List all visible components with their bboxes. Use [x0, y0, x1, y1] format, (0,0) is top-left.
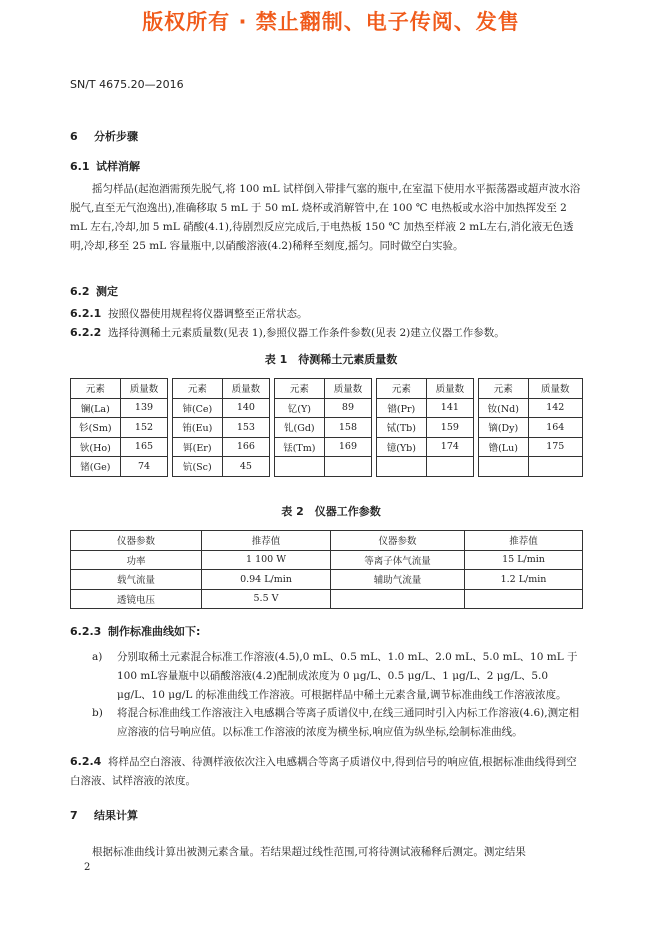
mass-cell: 153 — [222, 418, 270, 438]
table-row — [71, 589, 583, 609]
mass-cell: 165 — [120, 437, 168, 457]
element-cell: 铽(Tb) — [377, 418, 427, 438]
empty-cell — [465, 589, 583, 609]
value-cell: 1.2 L/min — [465, 570, 583, 590]
element-cell: 锗(Ge) — [71, 457, 121, 477]
empty-cell — [377, 457, 427, 477]
header-cell: 质量数 — [324, 379, 372, 399]
section-6-heading — [70, 128, 138, 144]
empty-cell — [528, 457, 582, 477]
mass-cell: 89 — [324, 398, 372, 418]
header-cell: 元素 — [173, 379, 223, 399]
element-cell: 镨(Pr) — [377, 398, 427, 418]
clause-number: 6.2.2 — [70, 326, 102, 339]
mass-cell: 175 — [528, 437, 582, 457]
section-6-2-3-heading — [70, 623, 200, 639]
table-row — [71, 457, 583, 477]
standard-number: SN/T 4675.20—2016 — [70, 78, 184, 91]
list-label: b) — [92, 707, 103, 719]
table1-caption: 表 1 待测稀土元素质量数 — [264, 353, 398, 366]
value-cell: 15 L/min — [465, 550, 583, 570]
section-number: 7 — [70, 809, 78, 822]
param-cell: 辅助气流量 — [331, 570, 465, 590]
mass-cell: 159 — [426, 418, 474, 438]
clause-number: 6.2.4 — [70, 755, 102, 768]
header-cell: 元素 — [275, 379, 325, 399]
empty-cell — [275, 457, 325, 477]
element-cell: 镱(Yb) — [377, 437, 427, 457]
list-item-a — [92, 648, 582, 705]
sec622-paragraph — [70, 323, 582, 343]
list-text: 分别取稀土元素混合标准工作溶液(4.5),0 mL、0.5 mL、1.0 mL、2.0 mL、5.0 mL、10 mL 于 100 mL容量瓶中以硝酸溶液(4.2)配制成浓度为 0 μg/L、0.5 μg/L、1 μg/L、2 μg/L、5.0 μg/L、10 μg/L 的标准曲线工作溶液。可根据样品中稀土元素含量,调节标准曲线工作溶液浓度。 — [117, 651, 578, 701]
sec7-paragraph: 根据标准曲线计算出被测元素含量。若结果超过线性范围,可将待测试液稀释后测定。测定结果 — [92, 846, 526, 858]
header-cell: 质量数 — [120, 379, 168, 399]
table-row — [71, 418, 583, 438]
element-cell: 钐(Sm) — [71, 418, 121, 438]
value-cell: 0.94 L/min — [202, 570, 331, 590]
clause-number: 6.2.3 — [70, 625, 102, 638]
param-cell: 等离子体气流量 — [331, 550, 465, 570]
table2-caption: 表 2 仪器工作参数 — [281, 505, 381, 518]
header-cell: 仪器参数 — [331, 531, 465, 551]
element-cell: 铕(Eu) — [173, 418, 223, 438]
element-cell: 铒(Er) — [173, 437, 223, 457]
mass-cell: 140 — [222, 398, 270, 418]
sec624-paragraph — [70, 752, 582, 791]
empty-cell — [324, 457, 372, 477]
mass-cell: 166 — [222, 437, 270, 457]
section-title: 测定 — [96, 285, 118, 298]
section-6-1-heading — [70, 158, 140, 174]
header-cell: 元素 — [71, 379, 121, 399]
list-text: 将混合标准曲线工作溶液注入电感耦合等离子质谱仪中,在线三通同时引入内标工作溶液(4.6),测定相应溶液的信号响应值。以标准工作溶液的浓度为横坐标,响应值为纵坐标,绘制标准曲线。 — [117, 707, 580, 738]
section-6-2-heading — [70, 283, 118, 299]
header-cell: 元素 — [377, 379, 427, 399]
mass-cell: 152 — [120, 418, 168, 438]
sec621-paragraph — [70, 304, 582, 324]
sec61-paragraph: 摇匀样品(起泡酒需预先脱气,将 100 mL 试样倒入带排气塞的瓶中,在室温下使用水平振荡器或超声波水浴脱气,直至无气泡逸出),准确移取 5 mL 于 50 mL 烧杯或消解管中,在 100 ℃ 电热板或水浴中加热挥发至 2 mL 左右,冷却,加 5 mL 硝酸(4.1),待剧烈反应完成后,于电热板 150 ℃ 加热至样液 2 mL左右,消化液无色透明,冷却,移至 25 mL 容量瓶中,以硝酸溶液(4.2)稀释至刻度,摇匀。同时做空白实验。 — [70, 183, 581, 252]
param-cell: 透镜电压 — [71, 589, 202, 609]
element-cell: 镝(Dy) — [478, 418, 528, 438]
value-cell: 5.5 V — [202, 589, 331, 609]
element-cell: 钬(Ho) — [71, 437, 121, 457]
mass-cell: 158 — [324, 418, 372, 438]
list-item-b — [92, 704, 582, 742]
mass-cell: 141 — [426, 398, 474, 418]
table-header-row — [71, 531, 583, 551]
mass-cell: 74 — [120, 457, 168, 477]
element-cell: 镥(Lu) — [478, 437, 528, 457]
mass-cell: 139 — [120, 398, 168, 418]
section-title: 分析步骤 — [94, 130, 138, 143]
header-cell: 质量数 — [426, 379, 474, 399]
section-number: 6.1 — [70, 160, 90, 173]
mass-cell: 174 — [426, 437, 474, 457]
value-cell: 1 100 W — [202, 550, 331, 570]
header-cell: 元素 — [478, 379, 528, 399]
mass-cell: 164 — [528, 418, 582, 438]
header-cell: 推荐值 — [202, 531, 331, 551]
clause-text: 将样品空白溶液、待测样液依次注入电感耦合等离子质谱仪中,得到信号的响应值,根据标准曲线得到空白溶液、试样溶液的浓度。 — [70, 756, 577, 787]
table-header-row — [71, 379, 583, 399]
table-row — [71, 550, 583, 570]
clause-text: 按照仪器使用规程将仪器调整至正常状态。 — [108, 308, 308, 320]
param-cell: 功率 — [71, 550, 202, 570]
clause-number: 6.2.1 — [70, 307, 102, 320]
element-cell: 钆(Gd) — [275, 418, 325, 438]
header-cell: 仪器参数 — [71, 531, 202, 551]
element-cell: 钇(Y) — [275, 398, 325, 418]
section-title: 结果计算 — [94, 809, 138, 822]
table-row — [71, 570, 583, 590]
empty-cell — [426, 457, 474, 477]
list-label: a) — [92, 651, 103, 663]
clause-title: 制作标准曲线如下: — [108, 625, 201, 638]
empty-cell — [331, 589, 465, 609]
mass-cell: 142 — [528, 398, 582, 418]
element-cell: 钪(Sc) — [173, 457, 223, 477]
table-row — [71, 437, 583, 457]
param-cell: 载气流量 — [71, 570, 202, 590]
section-number: 6 — [70, 130, 78, 143]
header-cell: 质量数 — [528, 379, 582, 399]
empty-cell — [478, 457, 528, 477]
table2 — [70, 530, 583, 609]
element-cell: 钕(Nd) — [478, 398, 528, 418]
clause-text: 选择待测稀土元素质量数(见表 1),参照仪器工作条件参数(见表 2)建立仪器工作参数。 — [108, 327, 505, 339]
element-cell: 铥(Tm) — [275, 437, 325, 457]
header-cell: 推荐值 — [465, 531, 583, 551]
element-cell: 铈(Ce) — [173, 398, 223, 418]
section-number: 6.2 — [70, 285, 90, 298]
page-number: 2 — [84, 862, 91, 873]
table1 — [70, 378, 583, 477]
mass-cell: 169 — [324, 437, 372, 457]
header-cell: 质量数 — [222, 379, 270, 399]
section-7-heading — [70, 807, 138, 823]
copyright-banner: 版权所有 · 禁止翻制、电子传阅、发售 — [142, 10, 520, 34]
element-cell: 镧(La) — [71, 398, 121, 418]
table-row — [71, 398, 583, 418]
section-title: 试样消解 — [96, 160, 140, 173]
mass-cell: 45 — [222, 457, 270, 477]
